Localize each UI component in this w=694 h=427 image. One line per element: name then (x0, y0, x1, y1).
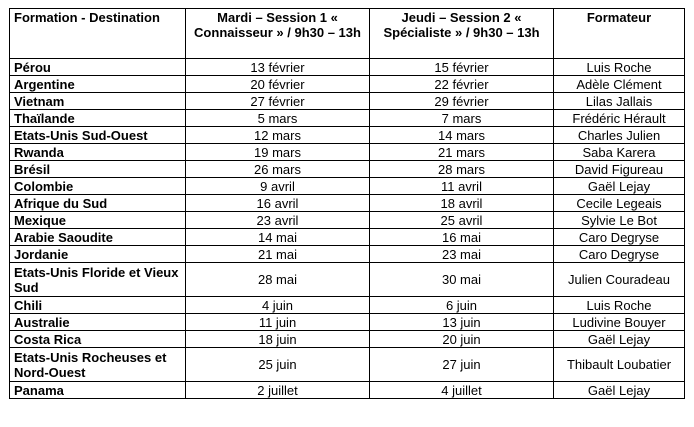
session-1-date-cell: 13 février (186, 59, 370, 76)
destination-cell: Costa Rica (10, 331, 186, 348)
trainer-cell: Gaël Lejay (554, 178, 685, 195)
trainer-cell: Caro Degryse (554, 246, 685, 263)
session-1-date-cell: 23 avril (186, 212, 370, 229)
destination-cell: Pérou (10, 59, 186, 76)
table-row (10, 314, 685, 331)
session-1-date-cell: 4 juin (186, 297, 370, 314)
session-2-date-cell: 18 avril (370, 195, 554, 212)
destination-cell: Etats-Unis Floride et Vieux Sud (10, 263, 186, 297)
table-row (10, 110, 685, 127)
session-2-date-cell: 23 mai (370, 246, 554, 263)
destination-cell: Panama (10, 382, 186, 399)
session-2-date-cell: 22 février (370, 76, 554, 93)
trainer-cell: Frédéric Hérault (554, 110, 685, 127)
trainer-cell: Cecile Legeais (554, 195, 685, 212)
destination-cell: Chili (10, 297, 186, 314)
session-2-date-cell: 29 février (370, 93, 554, 110)
destination-cell: Rwanda (10, 144, 186, 161)
table-row (10, 331, 685, 348)
table-row (10, 93, 685, 110)
session-1-date-cell: 2 juillet (186, 382, 370, 399)
table-row (10, 348, 685, 382)
session-1-date-cell: 19 mars (186, 144, 370, 161)
trainer-cell: Gaël Lejay (554, 331, 685, 348)
session-2-date-cell: 13 juin (370, 314, 554, 331)
session-1-date-cell: 25 juin (186, 348, 370, 382)
destination-cell: Arabie Saoudite (10, 229, 186, 246)
trainer-cell: David Figureau (554, 161, 685, 178)
session-1-date-cell: 5 mars (186, 110, 370, 127)
table-row (10, 195, 685, 212)
session-2-date-cell: 6 juin (370, 297, 554, 314)
header-session-2: Jeudi – Session 2 « Spécialiste » / 9h30 – 13h (370, 9, 554, 59)
session-1-date-cell: 27 février (186, 93, 370, 110)
trainer-cell: Charles Julien (554, 127, 685, 144)
destination-cell: Afrique du Sud (10, 195, 186, 212)
table-row (10, 161, 685, 178)
destination-cell: Brésil (10, 161, 186, 178)
table-row (10, 382, 685, 399)
session-2-date-cell: 21 mars (370, 144, 554, 161)
table-row (10, 127, 685, 144)
session-2-date-cell: 11 avril (370, 178, 554, 195)
table-body (10, 59, 685, 399)
session-2-date-cell: 15 février (370, 59, 554, 76)
table-row (10, 144, 685, 161)
header-row (10, 9, 685, 59)
header-session-1: Mardi – Session 1 « Connaisseur » / 9h30 – 13h (186, 9, 370, 59)
destination-cell: Australie (10, 314, 186, 331)
header-destination: Formation - Destination (10, 9, 186, 59)
destination-cell: Colombie (10, 178, 186, 195)
table-row (10, 178, 685, 195)
session-1-date-cell: 26 mars (186, 161, 370, 178)
trainer-cell: Gaël Lejay (554, 382, 685, 399)
session-1-date-cell: 20 février (186, 76, 370, 93)
table-row (10, 263, 685, 297)
destination-cell: Jordanie (10, 246, 186, 263)
training-schedule-table (9, 8, 685, 399)
trainer-cell: Caro Degryse (554, 229, 685, 246)
session-1-date-cell: 16 avril (186, 195, 370, 212)
session-1-date-cell: 21 mai (186, 246, 370, 263)
session-1-date-cell: 12 mars (186, 127, 370, 144)
destination-cell: Etats-Unis Rocheuses et Nord-Ouest (10, 348, 186, 382)
table-row (10, 297, 685, 314)
destination-cell: Etats-Unis Sud-Ouest (10, 127, 186, 144)
trainer-cell: Luis Roche (554, 297, 685, 314)
header-trainer: Formateur (554, 9, 685, 59)
session-1-date-cell: 11 juin (186, 314, 370, 331)
table-row (10, 212, 685, 229)
trainer-cell: Adèle Clément (554, 76, 685, 93)
session-2-date-cell: 30 mai (370, 263, 554, 297)
session-2-date-cell: 16 mai (370, 229, 554, 246)
trainer-cell: Julien Couradeau (554, 263, 685, 297)
destination-cell: Mexique (10, 212, 186, 229)
destination-cell: Argentine (10, 76, 186, 93)
session-2-date-cell: 4 juillet (370, 382, 554, 399)
table-row (10, 229, 685, 246)
session-1-date-cell: 18 juin (186, 331, 370, 348)
session-2-date-cell: 14 mars (370, 127, 554, 144)
trainer-cell: Sylvie Le Bot (554, 212, 685, 229)
table-row (10, 59, 685, 76)
session-2-date-cell: 20 juin (370, 331, 554, 348)
session-2-date-cell: 28 mars (370, 161, 554, 178)
trainer-cell: Saba Karera (554, 144, 685, 161)
session-2-date-cell: 25 avril (370, 212, 554, 229)
session-1-date-cell: 9 avril (186, 178, 370, 195)
table-row (10, 76, 685, 93)
session-2-date-cell: 7 mars (370, 110, 554, 127)
table-row (10, 246, 685, 263)
trainer-cell: Thibault Loubatier (554, 348, 685, 382)
session-1-date-cell: 28 mai (186, 263, 370, 297)
destination-cell: Vietnam (10, 93, 186, 110)
trainer-cell: Lilas Jallais (554, 93, 685, 110)
session-1-date-cell: 14 mai (186, 229, 370, 246)
destination-cell: Thaïlande (10, 110, 186, 127)
session-2-date-cell: 27 juin (370, 348, 554, 382)
trainer-cell: Ludivine Bouyer (554, 314, 685, 331)
trainer-cell: Luis Roche (554, 59, 685, 76)
